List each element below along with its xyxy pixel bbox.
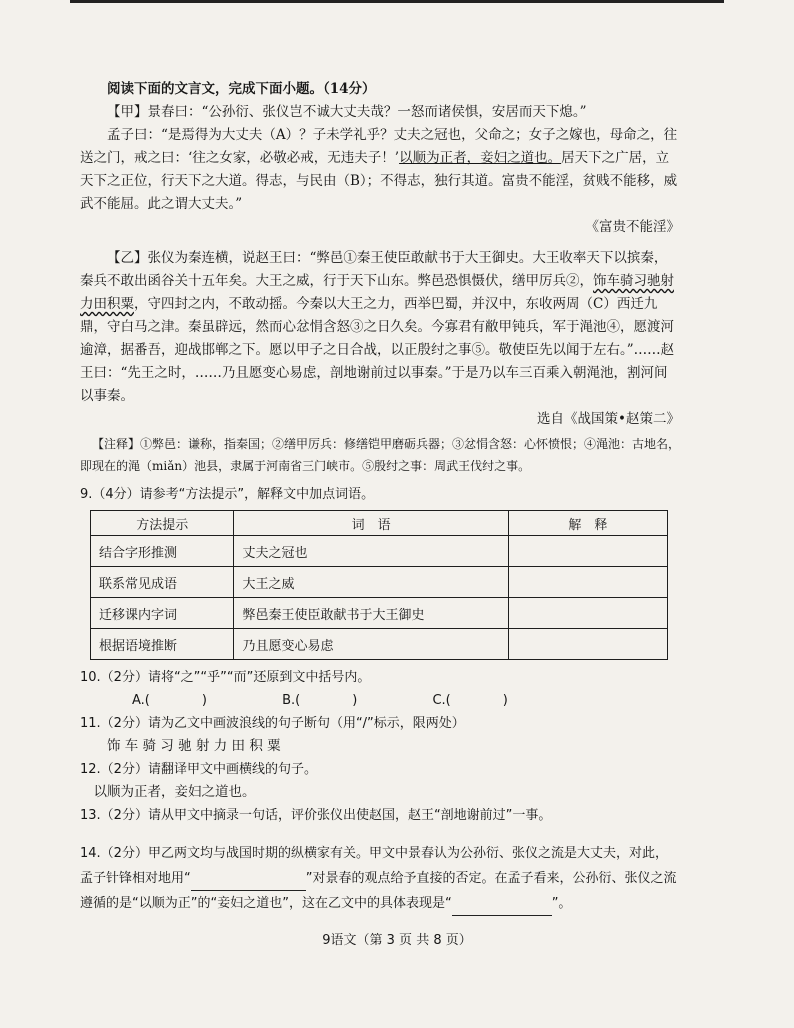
header-method: 方法提示 [91,511,234,536]
answer-blank[interactable] [452,901,552,916]
top-scan-border [70,0,724,3]
row-method: 根据语境推断 [91,629,234,660]
jia-paragraph-2: 孟子曰：“是焉得为大丈夫（A）？子未学礼乎？丈夫之冠也，父命之；女子之嫁也，母命之，往送之门，戒之曰：‘往之女家，必敬必戒，无违夫子！’以顺为正者，妾妇之道也。居天下之广居，立天下之正位，行天下之大道。得志，与民由（B）；不得志，独行其道。富贵不能淫，贫贱不能移，威武不能屈。此之谓大丈夫。” [80,127,678,212]
row-phrase: 大王之威 [234,567,508,598]
row-phrase: 丈夫之冠也 [234,536,508,567]
yi-source: 选自《战国策•赵策二》 [537,411,680,427]
row-method: 结合字形推测 [91,536,234,567]
q13-stem: 13.（2分）请从甲文中摘录一句话，评价张仪出使赵国，赵王“剖地谢前过”一事。 [80,808,552,823]
page-footer: 9语文（第 3 页 共 8 页） [322,933,472,948]
q11-sentence: 饰 车 骑 习 驰 射 力 田 积 粟 [107,738,281,754]
row-method: 联系常见成语 [91,567,234,598]
table-row [91,629,668,660]
q10-stem: 10.（2分）请将“之”“乎”“而”还原到文中括号内。 [80,670,371,685]
row-method: 迁移课内字词 [91,598,234,629]
annotations: 【注释】①弊邑：谦称，指秦国；②缮甲厉兵：修缮铠甲磨砺兵器；③忿悁含怒：心怀愤恨；④渑池：古地名，即现在的渑（miǎn）池县，隶属于河南省三门峡市。⑤殷纣之事：周武王伐纣之事。 [80,437,681,473]
underlined-sentence: 以顺为正者，妾妇之道也。 [399,150,562,166]
jia-source: 《富贵不能淫》 [585,219,680,235]
q10-options [80,689,680,712]
wavy-underlined-sentence: 饰车骑习驰射力田积粟 [80,273,674,312]
q14-text: 14.（2分）甲乙两文均与战国时期的纵横家有关。甲文中景春认为公孙衍、张仪之流是大丈夫，对此，孟子针锋相对地用“ ”对景春的观点给予直接的否定。在孟子看来，公孙衍、张仪之流遵循的是“以顺为正”的“妾妇之道也”，这在乙文中的具体表现是“ ”。 [80,841,680,916]
q9-stem: 9.（4分）请参考“方法提示”，解释文中加点词语。 [80,487,375,502]
header-answer: 解 释 [508,511,667,536]
row-phrase: 弊邑秦王使臣敢献书于大王御史 [234,598,508,629]
row-phrase: 乃且愿变心易虑 [234,629,508,660]
option-c[interactable]: C.( ) [432,693,508,708]
yi-paragraph: 【乙】张仪为秦连横，说赵王曰：“弊邑①秦王使臣敢献书于大王御史。大王收率天下以摈秦，秦兵不敢出函谷关十五年矣。大王之威，行于天下山东。弊邑恐惧慑伏，缮甲厉兵②，饰车骑习驰射力田积粟，守四封之内，不敢动摇。今秦以大王之力，西举巴蜀，并汉中，东收两周（C）西迁九鼎，守白马之津。秦虽辟远，然而心忿悁含怒③之日久矣。今寡君有敝甲钝兵，军于渑池④，愿渡河逾漳，据番吾，迎战邯郸之下。愿以甲子之日合战，以正殷纣之事⑤。敬使臣先以闻于左右。”……赵王曰：“先王之时，……乃且愿变心易虑，剖地谢前过以事秦。”于是乃以车三百乘入朝渑池，割河间以事秦。 [80,250,675,404]
table-row [91,567,668,598]
answer-blank[interactable] [191,876,306,891]
q11-stem: 11.（2分）请为乙文中画波浪线的句子断句（用“/”标示，限两处） [80,716,465,731]
table-header-row [91,511,668,536]
answer-cell[interactable] [508,536,667,567]
table-row [91,536,668,567]
q12-stem: 12.（2分）请翻译甲文中画横线的句子。 [80,762,317,777]
q12-sentence: 以顺为正者，妾妇之道也。 [93,784,256,800]
exam-page [80,78,680,916]
answer-cell[interactable] [508,567,667,598]
q9-table [90,510,668,660]
header-phrase: 词 语 [234,511,508,536]
passage-intro: 阅读下面的文言文，完成下面小题。（14分） [107,81,376,97]
option-b[interactable]: B.( ) [282,693,358,708]
jia-paragraph-1: 【甲】景春曰：“公孙衍、张仪岂不诚大丈夫哉？一怒而诸侯惧，安居而天下熄。” [107,104,587,120]
option-a[interactable]: A.( ) [132,693,207,708]
table-row [91,598,668,629]
answer-cell[interactable] [508,598,667,629]
answer-cell[interactable] [508,629,667,660]
